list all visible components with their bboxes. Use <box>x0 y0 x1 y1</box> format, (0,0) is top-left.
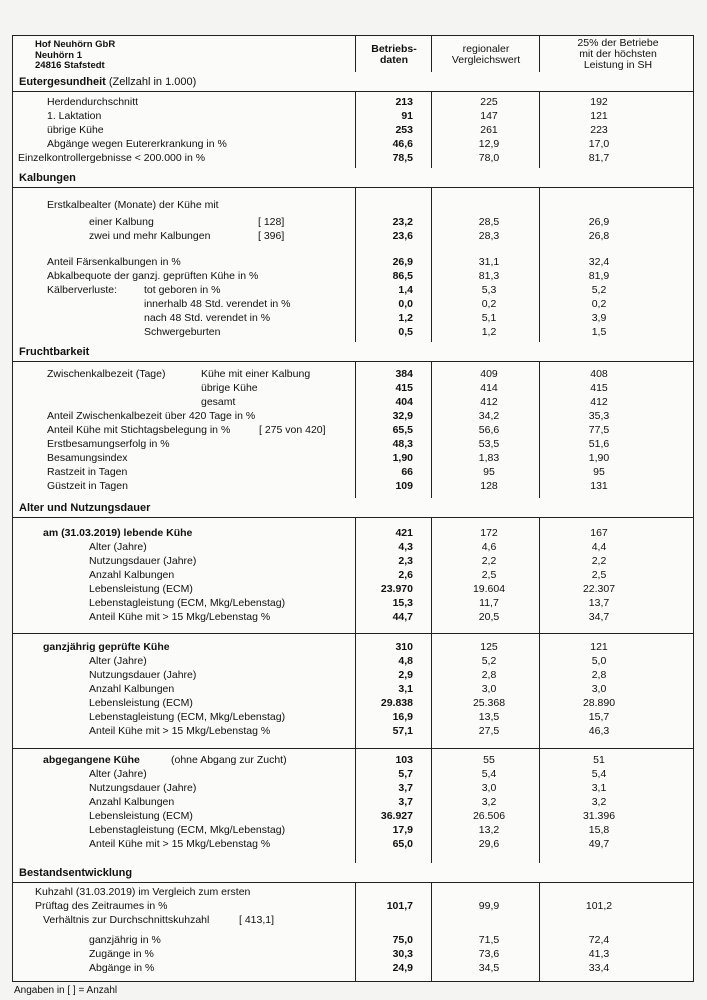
value-betrieb: 3,7 <box>398 796 413 808</box>
table-row <box>13 199 693 212</box>
row-label: ganzjährig geprüfte Kühe <box>43 641 170 653</box>
value-regional: 125 <box>480 641 498 653</box>
row-count: [ 396] <box>258 230 285 242</box>
row-label: am (31.03.2019) lebende Kühe <box>43 527 193 539</box>
table-row <box>13 934 693 947</box>
group-divider <box>13 633 693 634</box>
value-betrieb: 46,6 <box>392 138 413 150</box>
row-label: Anzahl Kalbungen <box>89 569 175 581</box>
row-label: Prüftag des Zeitraumes in % <box>35 900 168 912</box>
row-label: Lebenstagleistung (ECM, Mkg/Lebenstag) <box>89 711 286 723</box>
value-betrieb: 421 <box>395 527 413 539</box>
value-regional: 261 <box>480 124 498 136</box>
row-label: einer Kalbung <box>89 216 154 228</box>
value-top25: 72,4 <box>588 934 610 946</box>
value-top25: 5,2 <box>591 284 607 296</box>
value-regional: 81,3 <box>478 270 500 282</box>
col-header-regional: regionaler Vergleichswert <box>451 43 521 66</box>
value-regional: 225 <box>480 96 498 108</box>
value-betrieb: 213 <box>395 96 413 108</box>
row-label: Abgänge in % <box>89 962 155 974</box>
table-row <box>13 583 693 596</box>
row-label: 1. Laktation <box>47 110 102 122</box>
row-label: Nutzungsdauer (Jahre) <box>89 669 197 681</box>
value-top25: 49,7 <box>588 838 610 850</box>
value-top25: 51 <box>593 754 605 766</box>
value-betrieb: 3,7 <box>398 782 413 794</box>
farm-place: Neuhörn 1 <box>35 50 82 61</box>
value-betrieb: 17,9 <box>392 824 413 836</box>
row-label: Anteil Kühe mit > 15 Mkg/Lebenstag % <box>89 611 271 623</box>
section-title-fruchtbarkeit: Fruchtbarkeit <box>13 342 693 362</box>
row-label: Verhältnis zur Durchschnittskuhzahl <box>43 914 210 926</box>
table-row <box>13 655 693 668</box>
table-row <box>13 138 693 151</box>
row-label: Alter (Jahre) <box>89 768 147 780</box>
value-top25: 121 <box>590 641 608 653</box>
table-row <box>13 284 693 297</box>
table-row <box>13 725 693 738</box>
row-label: Anteil Kühe mit > 15 Mkg/Lebenstag % <box>89 838 271 850</box>
value-regional: 4,6 <box>481 541 497 553</box>
row-label: Alter (Jahre) <box>89 655 147 667</box>
section-title-eutergesundheit: Eutergesundheit (Zellzahl in 1.000) <box>13 72 693 92</box>
farm-city: 24816 Stafstedt <box>35 60 105 71</box>
table-row <box>13 597 693 610</box>
value-top25: 101,2 <box>585 900 613 912</box>
table-row <box>13 96 693 109</box>
value-top25: 415 <box>590 382 608 394</box>
value-top25: 33,4 <box>588 962 610 974</box>
table-row <box>13 396 693 409</box>
value-top25: 3,0 <box>591 683 607 695</box>
table-row <box>13 256 693 269</box>
row-label: Erstkalbealter (Monate) der Kühe mit <box>47 199 219 211</box>
value-regional: 73,6 <box>478 948 500 960</box>
value-regional: 3,0 <box>481 782 497 794</box>
value-regional: 28,3 <box>478 230 500 242</box>
value-betrieb: 1,2 <box>398 312 413 324</box>
col-header-top25: 25% der Betriebe mit der höchsten Leistung in SH <box>577 37 659 71</box>
value-top25: 131 <box>590 480 608 492</box>
table-row <box>13 824 693 837</box>
value-regional: 0,2 <box>481 298 497 310</box>
value-regional: 1,2 <box>481 326 497 338</box>
value-regional: 34,2 <box>478 410 500 422</box>
value-top25: 17,0 <box>588 138 610 150</box>
value-top25: 35,3 <box>588 410 610 422</box>
table-row <box>13 669 693 682</box>
footer-note: Angaben in [ ] = Anzahl <box>14 985 118 996</box>
value-regional: 56,6 <box>478 424 500 436</box>
table-row <box>13 683 693 696</box>
row-label: Lebenstagleistung (ECM, Mkg/Lebenstag) <box>89 824 286 836</box>
value-top25: 3,2 <box>591 796 607 808</box>
table-row <box>13 216 693 229</box>
row-label: Anteil Zwischenkalbezeit über 420 Tage in % <box>47 410 256 422</box>
value-regional: 31,1 <box>478 256 500 268</box>
value-top25: 121 <box>590 110 608 122</box>
value-top25: 77,5 <box>588 424 610 436</box>
table-row <box>13 796 693 809</box>
value-top25: 1,5 <box>591 326 607 338</box>
table-row <box>13 611 693 624</box>
value-top25: 3,9 <box>591 312 607 324</box>
table-row <box>13 641 693 654</box>
row-label: Herdendurchschnitt <box>47 96 139 108</box>
row-label: Anzahl Kalbungen <box>89 683 175 695</box>
value-regional: 25.368 <box>472 697 506 709</box>
row-count: [ 128] <box>258 216 285 228</box>
value-regional: 20,5 <box>478 611 500 623</box>
value-betrieb: 48,3 <box>392 438 413 450</box>
value-regional: 5,1 <box>481 312 497 324</box>
row-label: Einzelkontrollergebnisse < 200.000 in % <box>18 152 206 164</box>
value-top25: 223 <box>590 124 608 136</box>
value-betrieb: 0,5 <box>398 326 413 338</box>
value-top25: 81,9 <box>588 270 610 282</box>
table-row <box>13 782 693 795</box>
value-betrieb: 2,6 <box>398 569 413 581</box>
value-regional: 12,9 <box>478 138 500 150</box>
table-row <box>13 452 693 465</box>
row-label: Nutzungsdauer (Jahre) <box>89 555 197 567</box>
table-row <box>13 754 693 767</box>
value-top25: 408 <box>590 368 608 380</box>
row-label: Abgänge wegen Eutererkrankung in % <box>47 138 227 150</box>
table-row <box>13 230 693 243</box>
value-regional: 19.604 <box>472 583 506 595</box>
value-betrieb: 103 <box>395 754 413 766</box>
value-betrieb: 65,5 <box>392 424 413 436</box>
value-betrieb: 65,0 <box>392 838 413 850</box>
value-top25: 4,4 <box>591 541 607 553</box>
value-regional: 3,0 <box>481 683 497 695</box>
value-top25: 2,2 <box>591 555 607 567</box>
value-regional: 78,0 <box>478 152 500 164</box>
table-row <box>13 298 693 311</box>
table-row <box>13 270 693 283</box>
table-row <box>13 838 693 851</box>
value-top25: 15,7 <box>588 711 610 723</box>
value-betrieb: 253 <box>395 124 413 136</box>
value-betrieb: 86,5 <box>392 270 413 282</box>
value-top25: 5,0 <box>591 655 607 667</box>
row-label: Besamungsindex <box>47 452 128 464</box>
table-row <box>13 110 693 123</box>
table-row <box>13 810 693 823</box>
section-title-alter: Alter und Nutzungsdauer <box>13 498 693 518</box>
row-label: Anteil Kühe mit > 15 Mkg/Lebenstag % <box>89 725 271 737</box>
row-label: Rastzeit in Tagen <box>47 466 128 478</box>
row-label: abgegangene Kühe <box>43 754 140 766</box>
row-label: übrige Kühe <box>201 382 258 394</box>
table-row <box>13 124 693 137</box>
value-top25: 5,4 <box>591 768 607 780</box>
value-regional: 1,83 <box>478 452 500 464</box>
row-label: Anzahl Kalbungen <box>89 796 175 808</box>
value-top25: 412 <box>590 396 608 408</box>
value-regional: 5,2 <box>481 655 497 667</box>
table-row <box>13 541 693 554</box>
row-label: innerhalb 48 Std. verendet in % <box>144 298 291 310</box>
table-row <box>13 527 693 540</box>
value-top25: 81,7 <box>588 152 610 164</box>
value-betrieb: 24,9 <box>392 962 413 974</box>
section-title-kalbungen: Kalbungen <box>13 168 693 188</box>
value-top25: 13,7 <box>588 597 610 609</box>
value-regional: 2,5 <box>481 569 497 581</box>
value-regional: 13,5 <box>478 711 500 723</box>
row-label: zwei und mehr Kalbungen <box>89 230 211 242</box>
table-row <box>13 382 693 395</box>
value-betrieb: 4,3 <box>398 541 413 553</box>
value-top25: 0,2 <box>591 298 607 310</box>
value-betrieb: 2,9 <box>398 669 413 681</box>
value-regional: 27,5 <box>478 725 500 737</box>
value-regional: 95 <box>483 466 495 478</box>
value-betrieb: 415 <box>395 382 413 394</box>
row-label: Zugänge in % <box>89 948 154 960</box>
row-label: Lebenstagleistung (ECM, Mkg/Lebenstag) <box>89 597 286 609</box>
value-regional: 53,5 <box>478 438 500 450</box>
value-betrieb: 30,3 <box>392 948 413 960</box>
value-regional: 5,3 <box>481 284 497 296</box>
row-label: Kuhzahl (31.03.2019) im Vergleich zum ersten <box>35 886 251 898</box>
row-count: [ 413,1] <box>239 914 275 926</box>
row-label: Alter (Jahre) <box>89 541 147 553</box>
value-betrieb: 32,9 <box>392 410 413 422</box>
value-betrieb: 44,7 <box>392 611 413 623</box>
row-label: gesamt <box>201 396 236 408</box>
value-top25: 41,3 <box>588 948 610 960</box>
value-betrieb: 0,0 <box>398 298 413 310</box>
table-row <box>13 410 693 423</box>
value-regional: 55 <box>483 754 495 766</box>
value-top25: 22.307 <box>582 583 616 595</box>
value-top25: 31.396 <box>582 810 616 822</box>
farm-name: Hof Neuhörn GbR <box>35 39 116 50</box>
value-top25: 95 <box>593 466 605 478</box>
table-row <box>13 948 693 961</box>
value-top25: 51,6 <box>588 438 610 450</box>
row-label: Abkalbequote der ganzj. geprüften Kühe in % <box>47 270 259 282</box>
value-regional: 28,5 <box>478 216 500 228</box>
table-row <box>13 914 693 927</box>
value-betrieb: 15,3 <box>392 597 413 609</box>
value-top25: 26,9 <box>588 216 610 228</box>
value-top25: 46,3 <box>588 725 610 737</box>
row-label: Zwischenkalbezeit (Tage) <box>47 368 166 380</box>
table-row <box>13 886 693 899</box>
table-row <box>13 438 693 451</box>
row-label: Erstbesamungserfolg in % <box>47 438 170 450</box>
value-betrieb: 2,3 <box>398 555 413 567</box>
value-regional: 99,9 <box>478 900 500 912</box>
value-regional: 172 <box>480 527 498 539</box>
value-betrieb: 36.927 <box>380 810 413 822</box>
value-top25: 3,1 <box>591 782 607 794</box>
value-top25: 15,8 <box>588 824 610 836</box>
table-row <box>13 368 693 381</box>
table-row <box>13 768 693 781</box>
table-row <box>13 312 693 325</box>
value-betrieb: 16,9 <box>392 711 413 723</box>
row-sublabel: Kühe mit einer Kalbung <box>201 368 311 380</box>
value-top25: 2,5 <box>591 569 607 581</box>
row-label: Nutzungsdauer (Jahre) <box>89 782 197 794</box>
value-betrieb: 384 <box>395 368 413 380</box>
table-row <box>13 326 693 339</box>
value-regional: 409 <box>480 368 498 380</box>
row-label: nach 48 Std. verendet in % <box>144 312 271 324</box>
value-betrieb: 78,5 <box>392 152 413 164</box>
table-row <box>13 962 693 975</box>
value-regional: 34,5 <box>478 962 500 974</box>
table-row <box>13 900 693 913</box>
value-top25: 2,8 <box>591 669 607 681</box>
value-betrieb: 23.970 <box>380 583 413 595</box>
value-regional: 147 <box>480 110 498 122</box>
value-top25: 167 <box>590 527 608 539</box>
value-betrieb: 75,0 <box>392 934 413 946</box>
row-label: Schwergeburten <box>144 326 221 338</box>
row-count: [ 275 von 420] <box>259 424 326 436</box>
value-top25: 32,4 <box>588 256 610 268</box>
row-sublabel: tot geboren in % <box>144 284 221 296</box>
row-label: ganzjährig in % <box>89 934 161 946</box>
value-betrieb: 91 <box>401 110 413 122</box>
value-betrieb: 57,1 <box>392 725 413 737</box>
value-top25: 28.890 <box>582 697 616 709</box>
table-row <box>13 152 693 165</box>
row-label: Lebensleistung (ECM) <box>89 810 193 822</box>
value-regional: 13,2 <box>478 824 500 836</box>
row-label: Kälberverluste: <box>47 284 118 296</box>
value-betrieb: 3,1 <box>398 683 413 695</box>
value-regional: 3,2 <box>481 796 497 808</box>
row-label: Anteil Färsenkalbungen in % <box>47 256 181 268</box>
value-betrieb: 66 <box>401 466 413 478</box>
value-regional: 5,4 <box>481 768 497 780</box>
row-label: Anteil Kühe mit Stichtagsbelegung in % <box>47 424 231 436</box>
value-top25: 1,90 <box>588 452 610 464</box>
row-label: Lebensleistung (ECM) <box>89 583 193 595</box>
group-divider <box>13 748 693 749</box>
value-betrieb: 23,6 <box>392 230 413 242</box>
value-betrieb: 5,7 <box>398 768 413 780</box>
value-betrieb: 101,7 <box>386 900 413 912</box>
value-betrieb: 1,4 <box>398 284 413 296</box>
value-regional: 414 <box>480 382 498 394</box>
row-label: Lebensleistung (ECM) <box>89 697 193 709</box>
col-header-betrieb: Betriebs- daten <box>371 43 417 66</box>
table-row <box>13 424 693 437</box>
value-regional: 29,6 <box>478 838 500 850</box>
value-betrieb: 23,2 <box>392 216 413 228</box>
value-betrieb: 109 <box>395 480 413 492</box>
value-betrieb: 1,90 <box>392 452 413 464</box>
value-regional: 128 <box>480 480 498 492</box>
value-regional: 26.506 <box>472 810 506 822</box>
value-regional: 2,2 <box>481 555 497 567</box>
value-regional: 11,7 <box>479 597 499 609</box>
section-title-bestand: Bestandsentwicklung <box>13 863 693 883</box>
value-regional: 71,5 <box>478 934 500 946</box>
value-betrieb: 4,8 <box>398 655 413 667</box>
value-top25: 34,7 <box>588 611 610 623</box>
value-top25: 26,8 <box>588 230 610 242</box>
report-table <box>12 35 694 982</box>
value-top25: 192 <box>590 96 608 108</box>
row-sublabel: (ohne Abgang zur Zucht) <box>171 754 287 766</box>
table-row <box>13 480 693 493</box>
table-row <box>13 466 693 479</box>
value-betrieb: 26,9 <box>392 256 413 268</box>
table-row <box>13 711 693 724</box>
table-row <box>13 569 693 582</box>
table-row <box>13 555 693 568</box>
value-betrieb: 310 <box>395 641 413 653</box>
value-betrieb: 404 <box>395 396 413 408</box>
value-regional: 2,8 <box>481 669 497 681</box>
row-label: übrige Kühe <box>47 124 104 136</box>
table-row <box>13 697 693 710</box>
value-betrieb: 29.838 <box>380 697 413 709</box>
value-regional: 412 <box>480 396 498 408</box>
row-label: Güstzeit in Tagen <box>47 480 128 492</box>
